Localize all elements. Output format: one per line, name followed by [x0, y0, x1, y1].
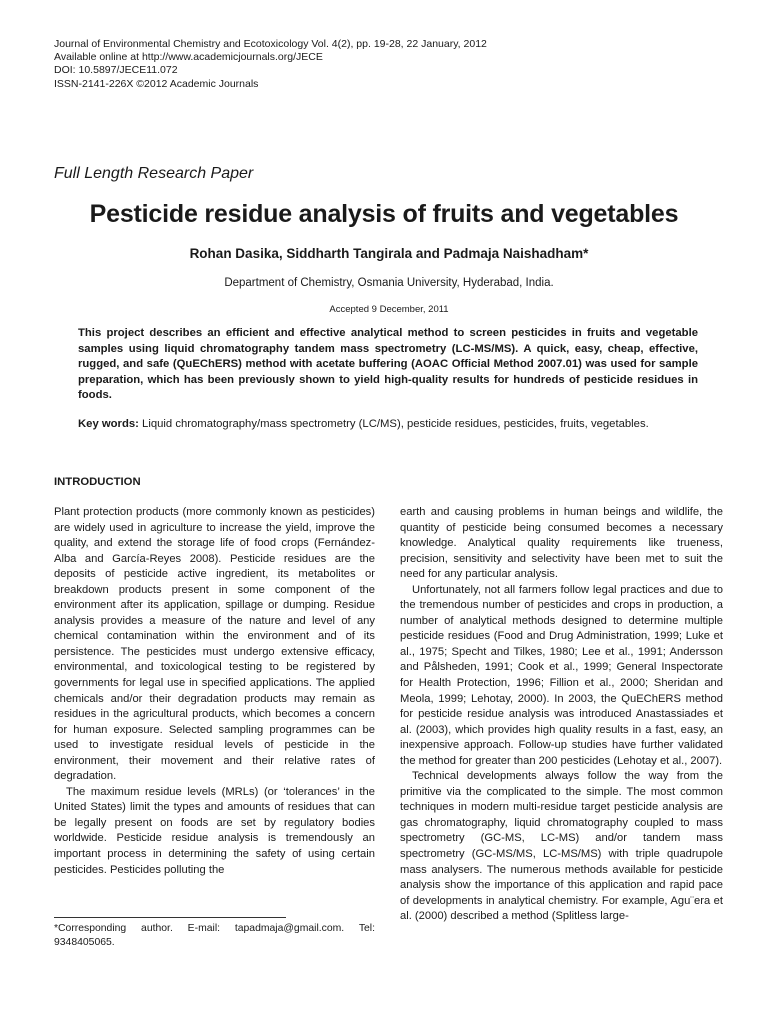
journal-citation-line: Journal of Environmental Chemistry and Ecotoxicology Vol. 4(2), pp. 19-28, 22 January, 2012: [54, 38, 487, 50]
introduction-heading: INTRODUCTION: [54, 476, 141, 488]
abstract: This project describes an efficient and effective analytical method to screen pesticides in fruits and vegetable samples using liquid chromatography tandem mass spectrometry (LC-MS/MS). A quick, easy, cheap, effective, rugged, and safe (QuEChERS) method with acetate buffering (AOAC Official Method 2007.01) was used for sample preparation, which has been previously shown to yield high-quality results for hundreds of pesticide residues in foods.: [78, 327, 698, 401]
paper-title: Pesticide residue analysis of fruits and vegetables: [89, 200, 679, 228]
keywords-label: Key words:: [78, 418, 139, 430]
keywords-text: Liquid chromatography/mass spectrometry (LC/MS), pesticide residues, pesticides, fruits, vegetables.: [142, 418, 649, 430]
paragraph: The maximum residue levels (MRLs) (or ‘tolerances’ in the United States) limit the types and amounts of residues that can be legally present on foods are set by regulatory bodies worldwide. Pesticide residue analysis is tremendously an important process in determining the safety of using certain pesticides. Pesticides polluting the: [54, 785, 375, 876]
accepted-date: Accepted 9 December, 2011: [329, 304, 449, 315]
paragraph: Unfortunately, not all farmers follow legal practices and due to the tremendous number of pesticides and crops in production, a number of analytical methods designed to determine multiple pesticide residues (Food and Drug Administration, 1999; Luke et al., 1975; Specht and Tilkes, 1980; Lee et al., 1991; Andersson and Pålsheden, 1991; Cook et al., 1999; General Inspectorate for Health Protection, 1996; Fillion et al., 2000; Sheridan and Meola, 1999; Lehotay, 2000). In 2003, the QuEChERS method for pesticide residue analysis was introduced Anastassiades et al. (2003), which provides high quality results in a fast, easy, an inexpensive approach. Follow-up studies have further validated the method for greater than 200 pesticides (Lehotay et al., 2007).: [400, 583, 723, 767]
paragraph: earth and causing problems in human beings and wildlife, the quantity of pesticide being consumed becomes a necessary knowledge. Analytical quality requirements like trueness, precision, sensitivity and selectivity have been met to suit the need for any particular analysis.: [400, 506, 723, 581]
footnote-divider: [54, 917, 286, 918]
left-text-column: [54, 505, 375, 878]
paper-type: Full Length Research Paper: [54, 165, 254, 182]
journal-availability-line: Available online at http://www.academicjournals.org/JECE: [54, 51, 323, 64]
right-text-column: [400, 505, 723, 925]
issn-line: ISSN-2141-226X ©2012 Academic Journals: [54, 77, 259, 90]
doi-line: DOI: 10.5897/JECE11.072: [54, 64, 178, 77]
keywords: [78, 417, 698, 432]
corresponding-author-footnote: *Corresponding author. E-mail: tapadmaja@gmail.com. Tel: 9348405065.: [54, 923, 375, 948]
journal-header: [54, 38, 487, 91]
affiliation: Department of Chemistry, Osmania University, Hyderabad, India.: [224, 277, 554, 289]
paragraph: Plant protection products (more commonly known as pesticides) are widely used in agriculture to increase the yield, improve the quality, and extend the storage life of food crops (Fernández-Alba and García-Reyes 2008). Pesticide residues are the deposits of pesticide active ingredient, its metabolites or breakdown products present in some component of the environment after its application, spillage or dumping. Residue analysis provides a measure of the nature and level of any chemical contamination within the environment and of its persistence. The pesticides must undergo extensive efficacy, environmental, and toxicological testing to be registered by governments for legal use in specified applications. The applied chemicals and/or their degradation products may remain as residues in the agricultural products, which becomes a concern for human exposure. Selected sampling programmes can be used to investigate residual levels of pesticide in the environment, their movement and their relative rates of degradation.: [54, 506, 375, 783]
paragraph: Technical developments always follow the way from the primitive via the complicated to the simple. The most common techniques in modern multi-residue target pesticide analysis are gas chromatography, liquid chromatography coupled to mass spectrometry (GC-MS, LC-MS) and/or tandem mass spectrometry (GC-MS/MS, LC-MS/MS) with triple quadrupole mass analysers. The numerous methods available for pesticide analysis show the importance of this application and rapid pace of developments in analytical chemistry. For example, Agu¨era et al. (2000) described a method (Splitless large-: [400, 770, 723, 923]
author-list: Rohan Dasika, Siddharth Tangirala and Padmaja Naishadham*: [189, 246, 589, 261]
